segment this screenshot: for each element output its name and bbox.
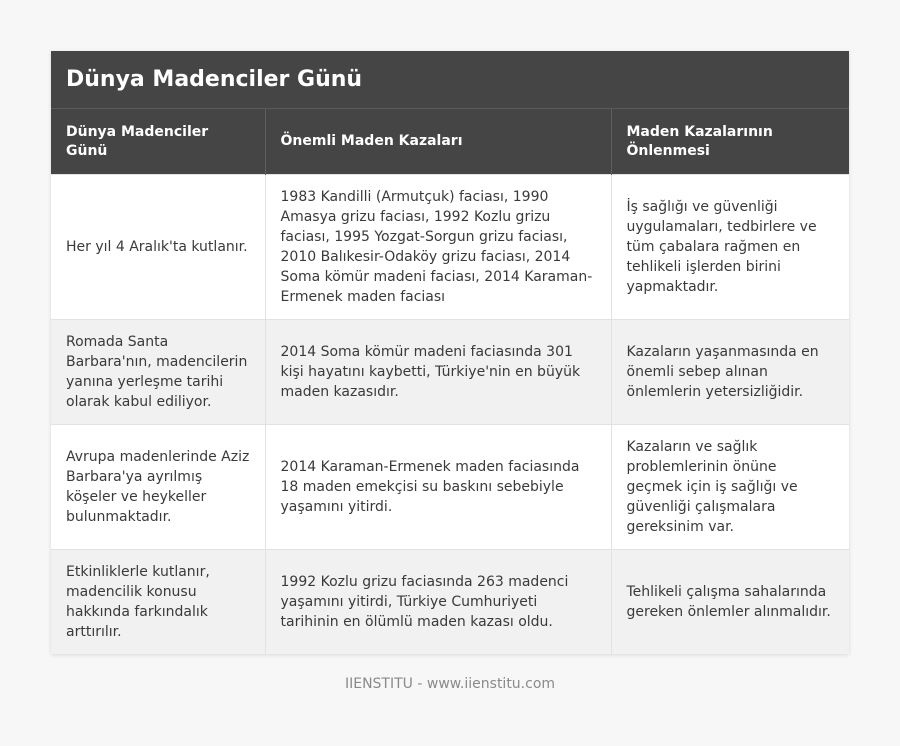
table-cell: İş sağlığı ve güvenliği uygulamaları, tedbirlere ve tüm çabalara rağmen en tehlikeli işlerden birini yapmaktadır.: [611, 175, 849, 320]
table-cell: Kazaların yaşanmasında en önemli sebep alınan önlemlerin yetersizliğidir.: [611, 320, 849, 425]
table-cell: Romada Santa Barbara'nın, madencilerin yanına yerleşme tarihi olarak kabul ediliyor.: [51, 320, 265, 425]
table-row: [51, 425, 849, 550]
table-header-row: [51, 109, 849, 175]
table-cell: 2014 Soma kömür madeni faciasında 301 kişi hayatını kaybetti, Türkiye'nin en büyük maden kazasıdır.: [265, 320, 611, 425]
table-cell: 1983 Kandilli (Armutçuk) faciası, 1990 Amasya grizu faciası, 1992 Kozlu grizu faciası, 1995 Yozgat-Sorgun grizu faciası, 2010 Balıkesir-Odaköy grizu faciası, 2014 Soma kömür madeni faciası, 2014 Karaman-Ermenek maden faciası: [265, 175, 611, 320]
table-cell: Etkinliklerle kutlanır, madencilik konusu hakkında farkındalık arttırılır.: [51, 550, 265, 655]
column-header: Dünya Madenciler Günü: [51, 109, 265, 175]
column-header: Maden Kazalarının Önlenmesi: [611, 109, 849, 175]
table-cell: Avrupa madenlerinde Aziz Barbara'ya ayrılmış köşeler ve heykeller bulunmaktadır.: [51, 425, 265, 550]
page-title: Dünya Madenciler Günü: [51, 51, 849, 108]
table-row: [51, 550, 849, 655]
table-row: [51, 175, 849, 320]
table-cell: 2014 Karaman-Ermenek maden faciasında 18 maden emekçisi su baskını sebebiyle yaşamını yitirdi.: [265, 425, 611, 550]
table-row: [51, 320, 849, 425]
table-cell: Tehlikeli çalışma sahalarında gereken önlemler alınmalıdır.: [611, 550, 849, 655]
content-card: [51, 51, 849, 654]
column-header: Önemli Maden Kazaları: [265, 109, 611, 175]
table-cell: Kazaların ve sağlık problemlerinin önüne geçmek için iş sağlığı ve güvenliği çalışmalara gereksinim var.: [611, 425, 849, 550]
table-cell: 1992 Kozlu grizu faciasında 263 madenci yaşamını yitirdi, Türkiye Cumhuriyeti tarihinin en ölümlü maden kazası oldu.: [265, 550, 611, 655]
info-table: [51, 108, 849, 654]
table-cell: Her yıl 4 Aralık'ta kutlanır.: [51, 175, 265, 320]
footer-credit: IIENSTITU - www.iienstitu.com: [344, 676, 556, 692]
